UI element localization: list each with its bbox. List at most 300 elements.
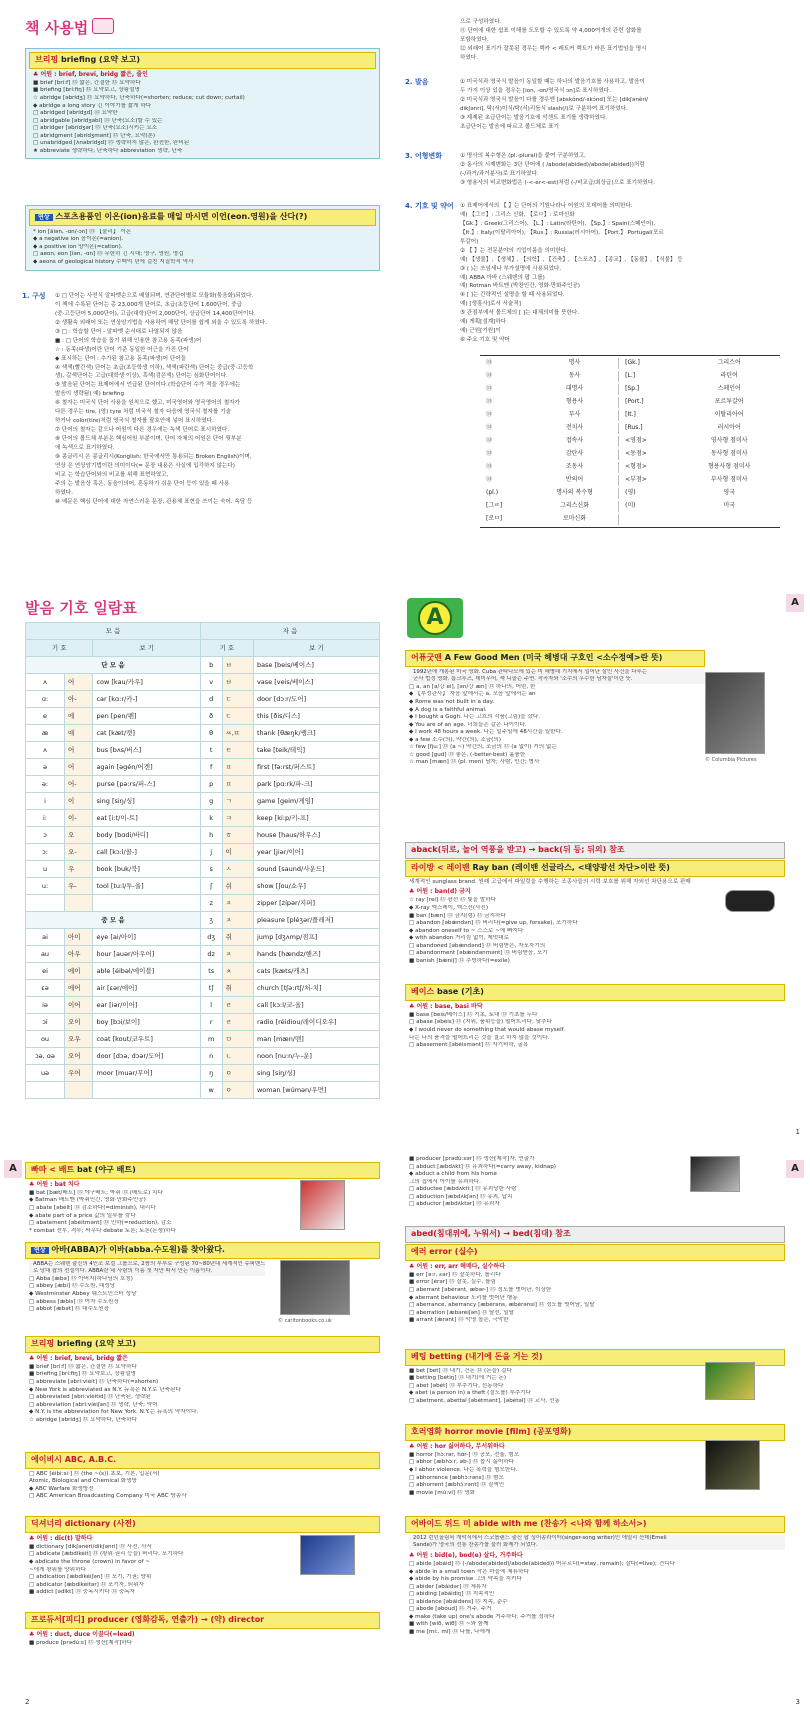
entry-line: ■ brief [bri:f] ⑬ 짧은, 간결한 ⑬ 요약하다 <box>33 79 141 86</box>
entry-header-en: Ray ban (레이밴 선글라스, <태양광선 차단>이란 뜻) <box>472 863 670 872</box>
table-row <box>482 514 778 525</box>
entry-line: □ abetment, abettal [əbétmənt], [əbétəl] ⑬ 교사, 선동 <box>409 1397 560 1404</box>
pron-table-grid <box>25 622 380 1099</box>
entry-line: ◆ abdicate the throne (crown) in favor of ~ <box>29 1558 151 1565</box>
usage-box-briefing <box>25 48 380 159</box>
vowel-korean: 우- <box>65 878 93 895</box>
vowel-korean <box>65 895 93 912</box>
entry-producer <box>25 1608 380 1647</box>
entry-line: ■ dictionary [dikʃənèri/dikʃənri] ⑬ 사전, 사서 <box>29 1543 152 1550</box>
entry-header <box>25 1162 380 1179</box>
desc-line: 1992년에 개봉된 미국 영화. Cuba 관타나모에 있는 미 해병대 기지에서 일어난 살인 사건을 다루는 <box>409 669 705 677</box>
vowel-korean: 어 <box>65 742 93 759</box>
table-row <box>482 371 778 382</box>
vowel-korean: 오- <box>65 844 93 861</box>
vowel-example: pen [pen/펜] <box>93 708 200 725</box>
entry-header-text: 스포츠용품인 이온(ion)음료를 매일 마시면 이언(eon.영원)을 산다(?) <box>55 212 308 221</box>
paragraph-line: 예) 【생물】, 【생체】, 【의학】, 【건축】, 【스포츠】, 【종교】, 【동물】, 【식물】 등 <box>460 256 683 263</box>
index-tab-a: A <box>4 1160 22 1178</box>
paragraph-line: 연상 은 연상암기법이란 의미이다(= 문장 내용은 사실에 입각하지 않는다) <box>55 462 235 469</box>
abbr-cell: (영) <box>625 489 636 497</box>
entry-line: □ abridgable [əbrídʒəbl] ⑬ 단축(요소)할 수 있는 <box>33 117 163 124</box>
consonant-example: pleasure [pléʒər/플레저] <box>253 912 379 929</box>
table-row <box>482 475 778 486</box>
abbr-cell: 부사 <box>531 410 619 421</box>
consonant-korean: ㅅ <box>222 861 253 878</box>
abbr-cell: 조동사 <box>531 462 619 473</box>
consonant-korean: ㄷ <box>222 708 253 725</box>
paragraph-line: 예) 【그ㄹ】: 그리스 신화, 【로ㅁ】: 로마신화 <box>460 211 575 218</box>
abbr-cell: 그리스어 <box>717 359 741 367</box>
book-icon <box>92 18 114 34</box>
consonant-symbol: v <box>200 674 222 691</box>
etymology-note: ♣ 어원 : brief, brevi, bridg 짧은, 줄인 <box>33 70 148 78</box>
consonant-example: door [dɔ:r/도어] <box>253 691 379 708</box>
entry-line: ◆ 【부정관사】 자음 앞에서는 a, 모음 앞에서는 an <box>409 691 536 698</box>
baseball-player-image <box>300 1180 345 1230</box>
vowel-symbol <box>26 895 65 912</box>
entry-line: □ abductor [æbdʌ́ktər] ⑬ 유괴자 <box>409 1201 500 1208</box>
col-symbol: 기 호 <box>200 640 253 657</box>
abbr-cell: 러시아어 <box>717 424 741 432</box>
entry-line: □ ABC [èibi:sí:] ⑬ (the ~(s)) 초보, 기본, 입문(서) <box>29 1470 160 1477</box>
entry-header-ko: 브리핑 <box>35 55 59 64</box>
section-pronunciation <box>460 78 790 132</box>
paragraph-line: (중·고등단어 5,000단어), 고급(대학)단어 2,000단어, 상급단어 14,400단어이다. <box>55 310 256 317</box>
consonant-symbol: n <box>200 1048 222 1065</box>
consonant-example: radio [réidiou/레이디오우] <box>253 1014 379 1031</box>
paragraph-line: ① 미국식과 영국식 발음이 동일할 때는 하나의 발음기호를 사용하고, 발음이 <box>460 79 645 85</box>
entry-line: ■ addict [ədíkt] ⑬ 중독시키다 ⑬ 중독자 <box>29 1589 136 1596</box>
entry-line: ■ horror [hɔ́:rər, hɑ́r-] ⑬ 공포, 전율, 혐오 <box>409 1451 520 1458</box>
table-row <box>482 488 778 499</box>
index-tab-a: A <box>786 1160 804 1178</box>
paragraph-line: ⑤ 관점부에서 볼드체의 [ ]는 대체의미를 뜻한다. <box>460 310 580 317</box>
vowel-example: body [bɑdi/바디] <box>93 827 200 844</box>
entry-line: ◆ abduct a child from his home <box>409 1171 497 1178</box>
entry-line: □ abductee [æ̀bdʌktí:] ⑬ 유괴당한 사람 <box>409 1186 517 1193</box>
vowel-symbol: ə: <box>26 776 65 793</box>
consonant-korean: 쉬 <box>222 878 253 895</box>
vowel-korean: 아이 <box>65 929 93 946</box>
abbr-cell: ⑬ <box>486 411 493 419</box>
entry-header-ko: 빠따 < 배트 <box>31 1165 75 1174</box>
entry-header-en: bat (야구 배트) <box>76 1165 136 1174</box>
index-tab-a: A <box>786 594 804 612</box>
vowel-example: cow [kau/카우] <box>93 674 200 691</box>
abbr-cell: 감탄사 <box>531 449 619 460</box>
entry-line: ■ briefing [brí:fiŋ] ⑬ 요약보고, 상황설명 <box>29 1371 136 1378</box>
consonant-example: church [tʃə:rtʃ/처-치] <box>253 980 379 997</box>
consonant-example: man [mæn/맨] <box>253 1031 379 1048</box>
entry-line: ◆ You are of an age. 너희들은 같은 나이이다. <box>409 721 527 728</box>
entry-line: ☆ abridge [əbrídʒ] ⑬ 요약하다, 단축하다 <box>29 1416 137 1423</box>
header-consonant: 자 음 <box>200 623 379 640</box>
table-row <box>26 878 380 895</box>
abbr-cell: (미) <box>625 502 636 510</box>
paragraph-line: ⑥ 주요 기호 및 약어 <box>460 337 510 344</box>
paragraph-line: ③ □ : 학습할 단어 - 알파벳 순서대로 나열되지 않음 <box>55 328 183 335</box>
entry-line: ■ briefing [brí:fiŋ] ⑬ 요약보고, 상황설명 <box>33 87 140 94</box>
abbr-cell: <동점> <box>625 450 647 458</box>
dictionary-image <box>300 1535 355 1575</box>
entry-line: □ abduct [æbdʌ́kt] ⑬ 유괴하다(=carry away, kidnap) <box>409 1163 556 1170</box>
entry-line: ◆ abridge a long story 긴 이야기를 짧게 하다 <box>33 102 152 109</box>
clapperboard-image <box>690 1156 740 1192</box>
consonant-korean: 이 <box>222 844 253 861</box>
abbr-cell: [Gk.] <box>625 359 640 367</box>
vowel-symbol: i: <box>26 810 65 827</box>
entry-line: ◆ I would never do something that would abase myself. <box>409 1026 566 1033</box>
entry-line: ◆ with abandon 거리낌 없이, 제멋대로 <box>409 935 509 942</box>
entry-line: ■ betting [bétiŋ] ⑬ 내기(에 거는 돈) <box>409 1375 507 1382</box>
vowel-korean: 어 <box>65 674 93 691</box>
consonant-korean: ㅎ <box>222 827 253 844</box>
entry-header-en: A Few Good Men (미국 해병대 구호인 <소수정예>란 뜻) <box>444 653 663 662</box>
consonant-example: sound [saund/사운드] <box>253 861 379 878</box>
table-row <box>26 1031 380 1048</box>
abbr-cell: 이탈리아어 <box>714 411 744 419</box>
entry-header: aback(뒤로, 놀어 역풍을 받고) → back(뒤 등; 뒤의) 참조 <box>405 842 785 859</box>
entry-line: □ abbess [ǽbis] ⑬ 여자 수도원장 <box>29 1298 119 1305</box>
entry-line: ■ err [ə:r, ɛər] ⑬ 잘못하다, 틀리다 <box>409 1271 501 1278</box>
consonant-symbol: d <box>200 691 222 708</box>
consonant-symbol: ŋ <box>200 1065 222 1082</box>
vowel-symbol: u <box>26 861 65 878</box>
paragraph-line: ③ 형용사의 비교변화법은 (-<-er<-est)처럼 (-/비교급/최상급)으로 표기하였다. <box>460 179 656 186</box>
page-number: 3 <box>795 1698 800 1706</box>
vowel-korean <box>65 1082 93 1099</box>
entry-line: 나는 나의 품격을 떨어뜨리는 것을 결코 하지 않을 것이다. <box>409 1034 550 1041</box>
consonant-example: cats [kæts/캐츠] <box>253 963 379 980</box>
table-row <box>26 997 380 1014</box>
consonant-example: this [ðis/디스] <box>253 708 379 725</box>
etymology-note: ♣ 어원 : dic(t) 말하다 <box>29 1534 93 1542</box>
entry-line: □ abase [əbéis] ⑬ (지위, 품위등을) 떨어뜨리다, 낮추다 <box>409 1019 552 1026</box>
paragraph-line: 하거나 color(tire)처럼 영국식 철자를 괄호안에 넣어 표시하였다. <box>55 418 214 425</box>
entry-header <box>25 1242 380 1259</box>
entry-desc <box>405 1533 785 1550</box>
entry-line: □ a, an [ə/강 ei], [ən/강 æn] ⑬ 하나의, 어떤, 한 <box>409 683 536 690</box>
consonant-symbol: w <box>200 1082 222 1099</box>
entry-lines <box>25 1469 380 1501</box>
consonant-korean: ㅇ <box>222 1082 253 1099</box>
entry-desc <box>25 1259 265 1276</box>
table-row <box>26 1065 380 1082</box>
tag-mnemonic: 연상 <box>35 214 53 221</box>
abbr-cell: [Rus.] <box>625 424 643 432</box>
paragraph-line: ■ : □ 단어의 학습을 돕기 위해 인용한 참고용 동족(파생)어 <box>55 337 202 344</box>
entry-line: □ abode [əbóud] ⑬ 거주, 주거 <box>409 1606 492 1613</box>
consonant-korean: ㄴ <box>222 1048 253 1065</box>
vowel-korean: 어- <box>65 776 93 793</box>
entry-line: ◆ ABC Warfare 화생방전 <box>29 1485 94 1492</box>
abbr-cell: 스페인어 <box>717 385 741 393</box>
abbr-cell: [로ㅁ] <box>486 515 503 523</box>
vowel-example: boy [bɔi/보이] <box>93 1014 200 1031</box>
abbr-cell: ⑬ <box>486 424 493 432</box>
section-structure <box>25 292 380 507</box>
consonant-example: vase [veis/베이스] <box>253 674 379 691</box>
vowel-symbol: ɑ: <box>26 691 65 708</box>
entry-line: ☆ abridge [əbrídʒ] ⑬ 요약하다, 단축하다(=shorten; reduce; cut down; curtail) <box>33 94 245 101</box>
vowel-korean: 어 <box>65 759 93 776</box>
abbr-cell: 명사의 복수형 <box>531 488 619 499</box>
entry-line: □ abatement [əbéitmənt] ⑬ 인하(=reduction), 감소 <box>29 1220 172 1227</box>
consonant-symbol: dz <box>200 946 222 963</box>
entry-header: abed(침대위에, 누워서) → bed(침대) 참조 <box>405 1226 785 1243</box>
entry-line: ■ with [wið, wiθ] ⑬ ~와 함께 <box>409 1621 489 1628</box>
entry-line: □ abandonment [əbǽndənmənt] ⑬ 버림받음, 포기 <box>409 950 548 957</box>
paragraph-line: 생), 갈색단어는 고급(대학생 이상), 흑색(검은색) 단어는 심화단어이다. <box>55 373 228 380</box>
table-row <box>482 462 778 473</box>
desc-line: ABBA는 스웨덴 출신의 4인조 보컬 그룹으로, 2쌍의 부부로 구성된 70~80년대 세계적인 슈퍼밴드 <box>29 1261 265 1269</box>
etymology-note: ♣ 어원 : hor 싫어하다, 무서워하다 <box>409 1442 505 1450</box>
abbr-cell: 그리스신화 <box>531 501 619 512</box>
consonant-example: take [teik/테익] <box>253 742 379 759</box>
entry-lines <box>29 229 376 267</box>
consonant-korean: ㄹ <box>222 1014 253 1031</box>
abbr-cell: 미국 <box>723 502 736 510</box>
vowel-symbol: au <box>26 946 65 963</box>
vowel-example: door [dɔə, dɔər/도어] <box>93 1048 200 1065</box>
consonant-korean: ㅈ <box>222 946 253 963</box>
vowel-symbol: ou <box>26 1031 65 1048</box>
paragraph-line: 주의 는 발음상 혹은, 동음이의어, 혼동하기 쉬운 단어 등이 있을 때 사용 <box>55 480 230 487</box>
vowel-korean: 우어 <box>65 1065 93 1082</box>
consonant-korean: ㄱ <box>222 793 253 810</box>
entry-header-ko: 어퓨굿맨 <box>411 653 442 662</box>
paragraph-line: ③ 제제된 초급단어는 발음기호에 악센트 표기를 생략하였다. <box>460 114 608 121</box>
vowel-example: eye [ai/아이] <box>93 929 200 946</box>
paragraph-line: 비교 는 학습단어와의 비교를 위해 표현하였고, <box>55 471 169 478</box>
desc-line: 2012 런던올림픽 개막식에서 스코틀랜드 출신 팝 싱어송라이터(singer-song writer)인 에밀리 산데(Emeli <box>409 1535 785 1543</box>
paragraph-line: ⑫ 외래어 표기가 잘못된 경우는 렉카 < 레트커 렉트가 바른 표기법임을 명시 <box>460 45 647 52</box>
vowel-example: hour [auər/아우어] <box>93 946 200 963</box>
paragraph-line: ⑨ 콩글리시 은 콩글리시(Konglish: 한국에서만 통용되는 Broken English)이며, <box>55 453 252 460</box>
entry-line: □ abdication [æ̀bdikéiʃən] ⑬ 포기, 기권; 양위 <box>29 1574 152 1581</box>
consonant-korean: 쥐 <box>222 929 253 946</box>
entry-line: ◆ abide by his promise 그의 약속을 지키다 <box>409 1576 522 1583</box>
entry-line: □ abet [əbét] ⑬ 부추기다, 선동하다 <box>409 1382 504 1389</box>
vowel-example <box>93 1082 200 1099</box>
section-label-pronunciation: 2. 발음 <box>405 78 429 86</box>
consonant-symbol: j <box>200 844 222 861</box>
vowel-example: book [buk/북] <box>93 861 200 878</box>
entry-header-text: 아바(ABBA)가 이바(abba.수도원)를 찾아왔다. <box>51 1245 225 1254</box>
paragraph-line: 하였다. <box>55 489 73 496</box>
abbr-cell: ⑬ <box>486 437 493 445</box>
entry-header: 딕셔너리 dictionary (사전) <box>25 1516 380 1533</box>
consonant-korean: 취 <box>222 980 253 997</box>
entry-header-ko: 라이방 < 레이밴 <box>411 863 470 872</box>
entry-header: 어바이드 위드 미 abide with me (찬송가 <나와 함께 하소서>) <box>405 1516 785 1533</box>
paragraph-line: 포함하였다. <box>460 36 489 43</box>
section-paragraphs <box>25 292 380 507</box>
paragraph-line: 예) 근원[기원]이 <box>460 328 501 335</box>
paragraph-line: 으로 구성하였다. <box>460 19 502 25</box>
vowel-korean: 오어 <box>65 1048 93 1065</box>
entry-line: □ ABC American Broadcasting Company 미국 ABC 방송사 <box>29 1493 187 1500</box>
etymology-note: ♣ 어원 : brief, brevi, bridg 짧은 <box>29 1354 128 1362</box>
entry-line: □ abandoned [əbǽndənd] ⑬ 버림받은, 자포자기의 <box>409 942 546 949</box>
entry-desc <box>405 667 705 684</box>
abbr-cell: 형용사형 점미사 <box>707 463 751 471</box>
entry-line: ■ producer [prədú:sər] ⑬ 생산[제작]자, 연출가 <box>409 1156 535 1162</box>
etymology-note: ♣ 어원 : bat 치다 <box>29 1180 80 1188</box>
entry-line: ◆ Westminster Abbey 웨스트민스터 성당 <box>29 1291 137 1298</box>
table-row <box>482 423 778 434</box>
table-row <box>26 691 380 708</box>
entry-line: * combat 전투, 격투; 싸우다 debate 토론; 토론(논쟁)하다 <box>29 1227 176 1234</box>
vowel-symbol: ai <box>26 929 65 946</box>
paragraph-line: ② 동사의 시제변화는 3단 단어에 ( /abode(abided)/abode(abided))처럼 <box>460 161 645 168</box>
consonant-example: game [geim/게임] <box>253 793 379 810</box>
vowel-symbol: εə <box>26 980 65 997</box>
horror-movie-image <box>705 1440 760 1490</box>
abbr-cell: <부점> <box>625 476 647 484</box>
abbr-cell <box>621 514 678 525</box>
consonant-example: jump [dʒʌmp/점프] <box>253 929 379 946</box>
entry-header-en: briefing (요약 보고) <box>56 1339 136 1348</box>
movie-poster-image <box>705 672 765 754</box>
consonant-example: keep [ki:p/키-프] <box>253 810 379 827</box>
entry-line: ◆ aberrant behaviour 도리를 벗어난 행동 <box>409 1294 518 1301</box>
consonant-example: house [haus/하우스] <box>253 827 379 844</box>
paragraph-line: ☆ : 동족(파생)어란 단어 기준 동일한 어근을 가진 단어 <box>55 346 189 353</box>
abbr-cell: (pl.) <box>486 489 499 497</box>
vowel-symbol: ɔi <box>26 1014 65 1031</box>
paragraph-line: ⑪ 단어에 대한 쉼표 이해를 도모할 수 있도록 약 4,000여개의 관련 삽화를 <box>460 27 642 34</box>
abbr-cell: [Port.] <box>625 398 644 406</box>
usage-box-ion <box>25 205 380 271</box>
abbr-cell: 반의어 <box>531 475 619 486</box>
consonant-symbol: tʃ <box>200 980 222 997</box>
entry-line: □ abiding [əbáidiŋ] ⑬ 지속적인 <box>409 1591 495 1598</box>
entry-line: ■ movie [mú:vi] ⑬ 영화 <box>409 1489 476 1496</box>
consonant-example: sing [siŋ/싱] <box>253 1065 379 1082</box>
vowel-example: purse [pə:rs/퍼-스] <box>93 776 200 793</box>
entry-line: ☆ good [gud] ⑬ 좋은, (-better-best) 훌륭한 <box>409 751 526 758</box>
vowel-example: air [εər/에어] <box>93 980 200 997</box>
entry-error <box>405 1240 785 1325</box>
paragraph-line: ② 생활속 외래어 또는 연상암기법을 사용하여 해당 단어를 쉽게 외울 수 있도록 하였다. <box>55 319 267 326</box>
consonant-korean: ㅈ <box>222 912 253 929</box>
consonant-korean: ㅌ <box>222 742 253 759</box>
consonant-example: call [kɔ:l/코-올] <box>253 997 379 1014</box>
abbr-cell: 동사 <box>531 371 619 382</box>
entry-line: □ abidance [əbáidəns] ⑬ 지속, 준수 <box>409 1598 508 1605</box>
consonant-korean: ㅋ <box>222 810 253 827</box>
abbr-cell: 부사형 점미사 <box>710 476 748 484</box>
page-number: 1 <box>795 1128 800 1136</box>
desc-line: 로 당대 팝의 전설이다. ABBA란 네 사람의 이름 첫 자만 따서 만든 이름이다. <box>29 1268 265 1276</box>
entry-line: □ aeon, eon [íən, -ɑn] ⑬ 무한히 긴 시대; 영구, 영원, 영겁 <box>33 251 184 258</box>
entry-line: ◆ make (take up) one's abode 거주하다, 주거를 정하다 <box>409 1613 555 1620</box>
abbr-cell: ⑬ <box>486 359 493 367</box>
table-row <box>482 501 778 512</box>
vowel-korean: 애 <box>65 725 93 742</box>
entry-line: * ion [áiən, -ɑn/-ɔn] ⑬ 【물리】 이온 <box>33 228 132 235</box>
paragraph-line: ③ ( )는 쓰임새나 부가설명에 사용되었다. <box>460 265 562 272</box>
consonant-korean: ㅇ <box>222 1065 253 1082</box>
casino-image <box>705 1362 755 1400</box>
abbr-cell: 포르투갈어 <box>714 398 744 406</box>
page-pronunciation-chart <box>0 590 405 1150</box>
section-structure-cont <box>460 18 790 63</box>
entry-line: □ aberrant [əbérənt, æbər-] ⑬ 정도를 벗어난, 이상한 <box>409 1286 552 1293</box>
entry-line: ◆ abate part of a price 값의 일부를 깎다 <box>29 1212 136 1219</box>
consonant-symbol: l <box>200 997 222 1014</box>
paragraph-line: 【Gk.】: Greek(그리스어), 【L.】: Latin(라틴어), 【Sp.】: Spain(스페인어), <box>460 220 656 227</box>
paragraph-line: ◆ 표시하는 단어 : 추가된 참고용 동족(파생)어 단어들 <box>55 355 187 362</box>
entry-lines <box>405 1561 785 1636</box>
paragraph-line: ⑩ 예문은 핵심 단어에 대한 자연스러운 문장, 관용체 표현을 쓰이는 숙어. 속담 등 <box>55 498 253 505</box>
entry-line: □ abbot [ǽbət] ⑬ 대수도원장 <box>29 1306 110 1313</box>
table-row <box>26 929 380 946</box>
paragraph-line: ⑦ 단어의 철자는 같으나 어원이 다른 경우에는 녹색 단어로 표시하였다. <box>55 427 230 434</box>
consonant-symbol: ð <box>200 708 222 725</box>
big-letter-a: A <box>418 601 452 635</box>
entry-briefing <box>25 1332 380 1424</box>
etymology-note: ♣ 어원 : bid(e), bod(e) 살다, 거주하다 <box>409 1551 523 1559</box>
table-row <box>26 980 380 997</box>
entry-lines <box>25 1640 380 1648</box>
consonant-symbol: r <box>200 1014 222 1031</box>
consonant-korean: ㅍ <box>222 759 253 776</box>
table-row <box>482 410 778 421</box>
table-row <box>26 1048 380 1065</box>
consonant-example: thank [θæŋk/쌩크] <box>253 725 379 742</box>
table-row <box>26 776 380 793</box>
paragraph-line: ④ [ ]는 간략적인 설명을 할 때 사용되었다. <box>460 292 565 299</box>
entry-line: ■ me [mi:, mi] ⑬ 나를, 나에게 <box>409 1628 491 1635</box>
page-title: 책 사용법 <box>25 19 89 37</box>
page-1 <box>405 590 810 1150</box>
consonant-symbol: ʒ <box>200 912 222 929</box>
entry-line: ■ arrant [ǽrənt] ⑬ 악명 높은, 극악한 <box>409 1317 509 1324</box>
paragraph-line: 하였다. <box>460 54 478 61</box>
abbr-cell: <형점> <box>625 463 647 471</box>
consonant-example: noon [nu:n/누-운] <box>253 1048 379 1065</box>
table-row <box>26 963 380 980</box>
consonant-symbol: g <box>200 793 222 810</box>
abbr-cell: ⑬ <box>486 450 493 458</box>
entry-abide <box>405 1512 785 1636</box>
consonant-symbol: t <box>200 742 222 759</box>
consonant-korean: ㄹ <box>222 997 253 1014</box>
table-row <box>26 895 380 912</box>
entry-line: 그의 집에서 아이를 유괴하다. <box>409 1178 481 1185</box>
page-usage-guide-cont <box>405 0 810 590</box>
page-number: 2 <box>25 1698 30 1706</box>
paragraph-line: 예) Rotman 바트맨 (박찬인간, 영화·만화주인공) <box>460 283 580 290</box>
consonant-korean: ㅂ <box>222 657 253 674</box>
table-row <box>482 384 778 395</box>
paragraph-line: 예) [생흥사]로서 서술적] <box>460 301 521 308</box>
section-label: 중 모 음 <box>26 912 201 929</box>
entry-header-en: briefing (요약 보고) <box>60 55 140 64</box>
vowel-example: moor [muər/무어] <box>93 1065 200 1082</box>
entry-header-en: base (기초) <box>436 987 484 996</box>
paragraph-line: 예) 게획[설계]하다 <box>460 319 507 326</box>
entry-line: ■ error [érər] ⑬ 잘못, 실수, 틀림 <box>409 1279 496 1286</box>
abbr-cell <box>680 514 778 525</box>
paragraph-line: 【It.】: Italy(이탈리아어), 【Rus.】: Russia(러시아어), 【Port.】 Portugal(포르 <box>460 229 664 236</box>
paragraph-line: 두 가지 이상 있을 경우는 [ion, -ɑn/영국식 ɔn]로 표시하였다. <box>460 87 611 94</box>
vowel-symbol: i <box>26 793 65 810</box>
desc-line: 군사 법정 영화. 톰크루즈, 데미무어, 잭 니콜슨 주연. 작곡자와 '소수의 우수한 남자들'이란 뜻. <box>409 676 705 684</box>
